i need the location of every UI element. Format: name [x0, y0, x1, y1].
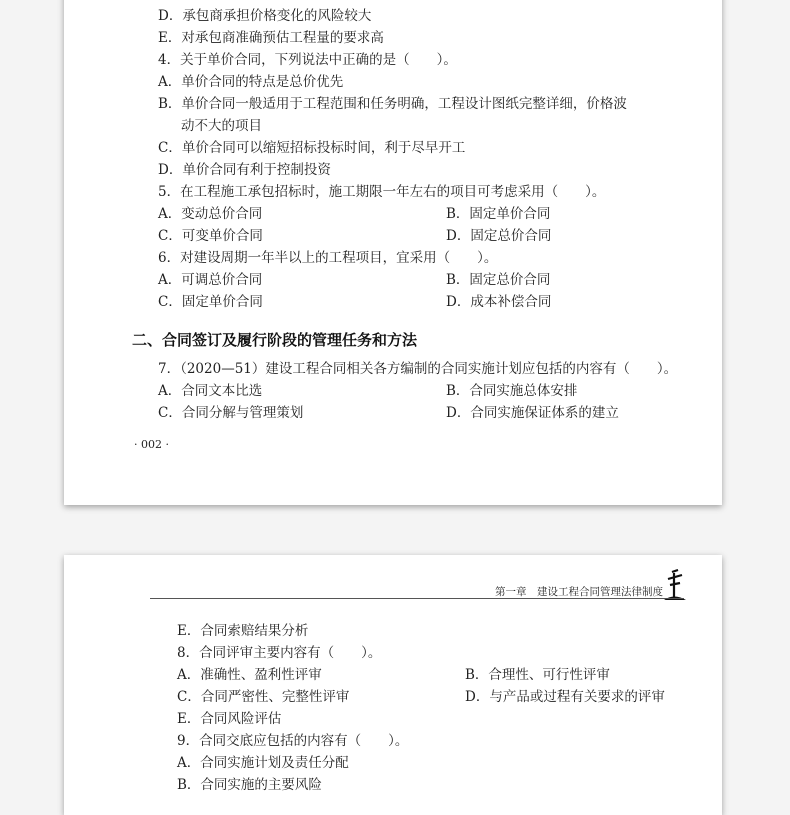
option-text: A．合同实施计划及责任分配: [177, 755, 349, 771]
option-text: B．单价合同一般适用于工程范围和任务明确，工程设计图纸完整详细，价格波: [158, 96, 627, 112]
question-stem: 4．关于单价合同，下列说法中正确的是（ ）。: [158, 52, 457, 68]
question-stem: 8．合同评审主要内容有（ ）。: [177, 645, 382, 661]
question-stem: 5．在工程施工承包招标时，施工期限一年左右的项目可考虑采用（ ）。: [158, 184, 606, 200]
option-text: B．合同实施总体安排: [446, 383, 578, 399]
book-page-upper: [64, 0, 722, 505]
option-text: A．准确性、盈利性评审: [177, 667, 322, 683]
option-text: D．承包商承担价格变化的风险较大: [158, 8, 372, 24]
option-text: C．可变单价合同: [158, 228, 263, 244]
page-number: · 002 ·: [134, 438, 169, 451]
option-text: D．单价合同有利于控制投资: [158, 162, 331, 178]
option-text: C．单价合同可以缩短招标投标时间，利于尽早开工: [158, 140, 466, 156]
option-text: A．单价合同的特点是总价优先: [158, 74, 344, 90]
option-text: D．成本补偿合同: [446, 294, 552, 310]
option-text: B．固定单价合同: [446, 206, 551, 222]
option-text: E．对承包商准确预估工程量的要求高: [158, 30, 384, 46]
option-text: B．固定总价合同: [446, 272, 551, 288]
question-stem: 9．合同交底应包括的内容有（ ）。: [177, 733, 409, 749]
option-text: C．合同分解与管理策划: [158, 405, 304, 421]
question-stem: 7．（2020—51）建设工程合同相关各方编制的合同实施计划应包括的内容有（ ）。: [158, 361, 678, 377]
option-text: A．变动总价合同: [158, 206, 263, 222]
option-text-continued: 动不大的项目: [181, 118, 262, 134]
option-text: B．合同实施的主要风险: [177, 777, 322, 793]
option-text: D．合同实施保证体系的建立: [446, 405, 619, 421]
running-header: 第一章 建设工程合同管理法律制度: [495, 586, 663, 598]
option-text: B．合理性、可行性评审: [465, 667, 610, 683]
option-text: A．合同文本比选: [158, 383, 263, 399]
option-text: E．合同风险评估: [177, 711, 282, 727]
option-text: D．固定总价合同: [446, 228, 552, 244]
option-text: A．可调总价合同: [158, 272, 263, 288]
section-heading: 二、合同签订及履行阶段的管理任务和方法: [132, 331, 418, 349]
book-page-lower: [64, 555, 722, 815]
option-text: C．合同严密性、完整性评审: [177, 689, 350, 705]
tree-ornament-icon: [662, 569, 688, 601]
question-stem: 6．对建设周期一年半以上的工程项目，宜采用（ ）。: [158, 250, 498, 266]
option-text: E．合同索赔结果分析: [177, 623, 309, 639]
option-text: D．与产品或过程有关要求的评审: [465, 689, 665, 705]
header-rule: [150, 598, 684, 599]
option-text: C．固定单价合同: [158, 294, 263, 310]
